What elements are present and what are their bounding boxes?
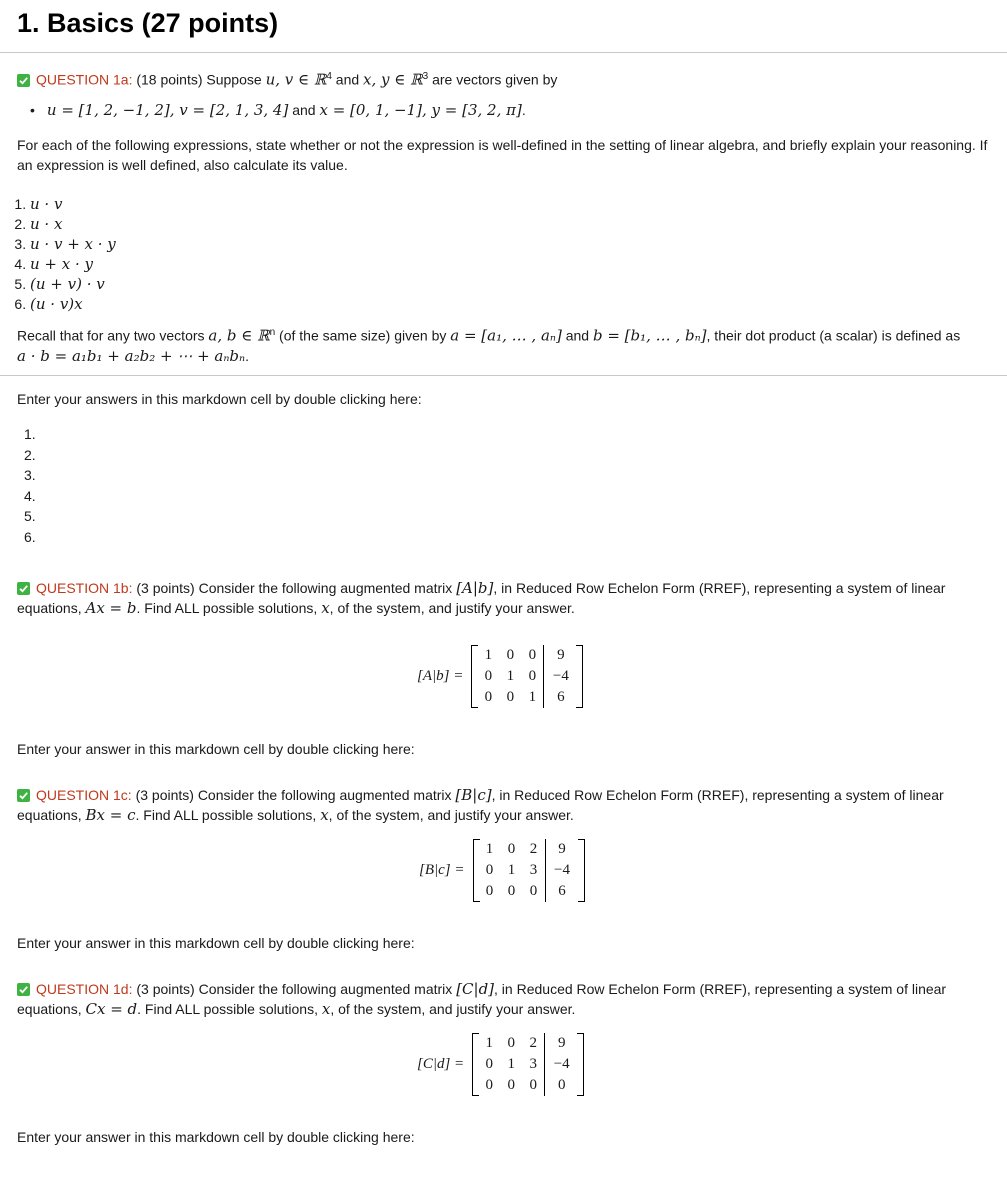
list-item: 5. (u + v) · v — [30, 274, 116, 294]
cell-divider — [0, 375, 1007, 376]
answer-cell-1a[interactable]: Enter your answers in this markdown cell by double clicking here: — [17, 391, 422, 407]
question-label: QUESTION 1a: — [36, 71, 133, 88]
answer-number-list[interactable] — [24, 424, 36, 548]
answer-cell-1c[interactable]: Enter your answer in this markdown cell by double clicking here: — [17, 935, 415, 951]
list-item: 1. — [24, 426, 36, 442]
check-icon — [17, 582, 30, 595]
augmented-matrix: 1 0 2 9 0 1 3 −4 0 0 0 0 — [472, 1033, 584, 1096]
question-1a-intro: QUESTION 1a: (18 points) Suppose u, v ∈ ℝ$^4$ and x, y ∈ ℝ$^3$ are vectors given by — [17, 67, 993, 90]
vector-definitions: • u = [1, 2, −1, 2], v = [2, 1, 3, 4] and x = [0, 1, −1], y = [3, 2, π]. — [30, 101, 526, 119]
list-item: 5. — [24, 508, 36, 525]
matrix-bc: [B|c] = 1 0 2 9 0 1 3 −4 0 0 0 6 — [419, 839, 585, 902]
matrix-ab: [A|b] = 1 0 0 9 0 1 0 −4 0 0 1 6 — [417, 645, 583, 708]
expression-list — [17, 194, 116, 314]
list-item: 6. (u · v)x — [30, 294, 116, 314]
instructions-text: For each of the following expressions, state whether or not the expression is well-defined in the setting of linear algebra, and briefly explain your reasoning. If an expression is well defined, also calculate its value. — [17, 137, 988, 173]
divider — [0, 52, 1007, 53]
matrix-cd: [C|d] = 1 0 2 9 0 1 3 −4 0 0 0 0 — [417, 1033, 584, 1096]
question-1b: QUESTION 1b: (3 points) Consider the following augmented matrix [A|b], in Reduced Row Echelon Form (RREF), representing a system of linear equations, Ax = b. Find ALL possible solutions, x, of the system, and justify your answer. — [17, 579, 946, 617]
augmented-matrix: 1 0 0 9 0 1 0 −4 0 0 1 6 — [471, 645, 583, 708]
question-label: QUESTION 1b: — [36, 580, 133, 596]
answer-cell-1d[interactable]: Enter your answer in this markdown cell by double clicking here: — [17, 1129, 415, 1145]
question-1c: QUESTION 1c: (3 points) Consider the following augmented matrix [B|c], in Reduced Row Echelon Form (RREF), representing a system of linear equations, Bx = c. Find ALL possible solutions, x, of the system, and justify your answer. — [17, 786, 944, 824]
list-item: 2. — [24, 446, 36, 463]
question-label: QUESTION 1d: — [36, 981, 133, 997]
list-item: 4. — [24, 487, 36, 504]
check-icon — [17, 74, 30, 87]
question-1d: QUESTION 1d: (3 points) Consider the following augmented matrix [C|d], in Reduced Row Echelon Form (RREF), representing a system of linear equations, Cx = d. Find ALL possible solutions, x, of the system, and justify your answer. — [17, 980, 947, 1018]
augmented-matrix: 1 0 2 9 0 1 3 −4 0 0 0 6 — [473, 839, 585, 902]
page-title: 1. Basics (27 points) — [17, 8, 279, 38]
check-icon — [17, 983, 30, 996]
list-item: 1. u · v — [30, 194, 116, 214]
list-item: 3. — [24, 467, 36, 484]
list-item: 2. u · x — [30, 214, 116, 234]
answer-cell-1b[interactable]: Enter your answer in this markdown cell by double clicking here: — [17, 741, 415, 757]
list-item: 6. — [24, 528, 36, 545]
dot-product-recall: Recall that for any two vectors a, b ∈ ℝ$^n$ (of the same size) given by a = [a₁, … , aₙ] and b = [b₁, … , bₙ], their dot product (a scalar) is defined as a · b = a₁b₁ + a₂b₂ + ⋯ + aₙbₙ. — [17, 326, 961, 365]
check-icon — [17, 789, 30, 802]
list-item: 3. u · v + x · y — [30, 234, 116, 254]
question-label: QUESTION 1c: — [36, 787, 132, 803]
list-item: 4. u + x · y — [30, 254, 116, 274]
